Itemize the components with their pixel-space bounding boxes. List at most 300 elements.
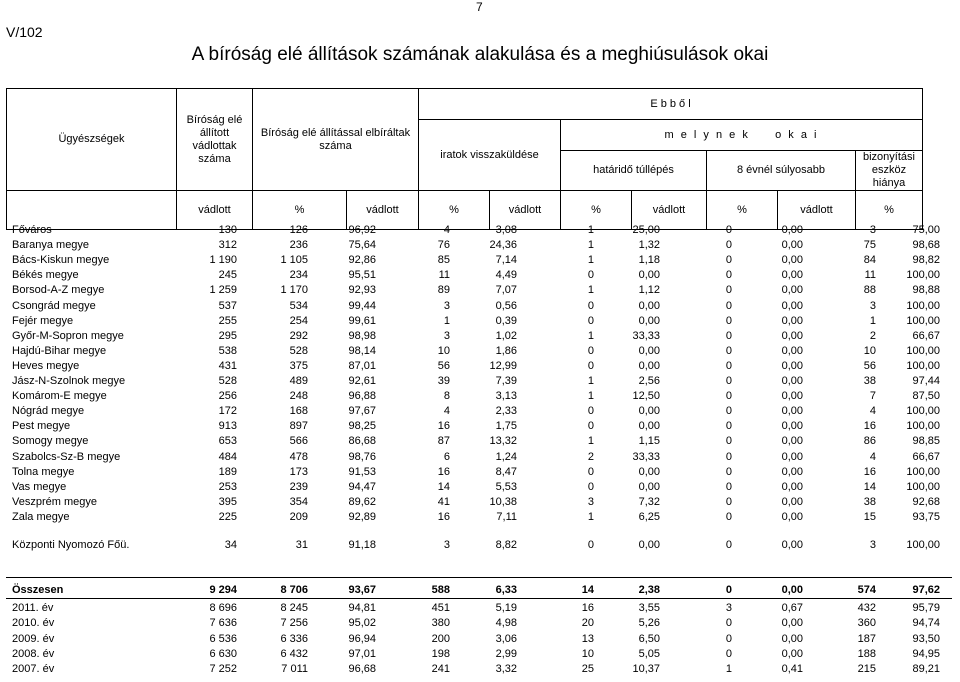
cell-value: 534 — [289, 299, 308, 312]
cell-value: 100,00 — [906, 314, 940, 327]
cell-value: 7 — [869, 390, 876, 403]
table-row — [0, 299, 960, 314]
cell-value: 1,75 — [495, 420, 517, 433]
header-table — [6, 88, 923, 230]
cell-value: 245 — [218, 269, 237, 282]
cell-value: 100,00 — [906, 344, 940, 357]
row-label: Hajdú-Bihar megye — [12, 344, 107, 357]
cell-value: 0,00 — [781, 359, 803, 372]
cell-value: 100,00 — [906, 539, 940, 551]
table-row — [0, 480, 960, 495]
divider-line — [6, 598, 952, 599]
cell-value: 538 — [218, 344, 237, 357]
cell-value: 0 — [587, 539, 594, 551]
cell-value: 4 — [869, 450, 876, 463]
header-pct: % — [253, 191, 347, 230]
cell-value: 2,99 — [495, 647, 517, 660]
cell-value: 3 — [725, 602, 732, 614]
table-row — [0, 601, 960, 616]
cell-value: 24,36 — [489, 239, 517, 252]
cell-value: 95,02 — [348, 617, 376, 630]
cell-value: 0,00 — [781, 480, 803, 493]
cell-value: 1,15 — [638, 435, 660, 448]
header-evnel: 8 évnél súlyosabb — [707, 151, 856, 191]
header-iratok: iratok visszaküldése — [419, 120, 561, 191]
cell-value: 56 — [437, 359, 450, 372]
cell-value: 1 259 — [209, 284, 237, 297]
cell-value: 0,00 — [781, 435, 803, 448]
cell-value: 66,67 — [912, 329, 940, 342]
cell-value: 11 — [864, 269, 876, 282]
cell-value: 0,00 — [781, 495, 803, 508]
cell-value: 0,00 — [781, 344, 803, 357]
cell-value: 0,00 — [781, 269, 803, 282]
table-row — [0, 510, 960, 525]
cell-value: 1,18 — [638, 254, 660, 267]
cell-value: 0 — [725, 647, 732, 660]
cell-value: 4 — [443, 224, 450, 236]
row-label: Csongrád megye — [12, 299, 96, 312]
cell-value: 1,12 — [638, 284, 660, 297]
row-label: Bács-Kiskun megye — [12, 254, 110, 267]
cell-value: 0,00 — [781, 314, 803, 327]
cell-value: 39 — [437, 375, 450, 387]
cell-value: 31 — [295, 539, 308, 551]
cell-value: 34 — [224, 539, 237, 551]
cell-value: 254 — [289, 314, 308, 327]
cell-value: 0 — [725, 299, 732, 312]
cell-value: 25 — [581, 663, 594, 676]
cell-value: 1 — [587, 224, 594, 236]
cell-value: 4 — [869, 405, 876, 418]
cell-value: 0 — [587, 480, 594, 493]
row-label: Fejér megye — [12, 314, 74, 327]
cell-value: 12,99 — [489, 359, 517, 372]
table-row — [0, 253, 960, 268]
cell-value: 0 — [725, 450, 732, 463]
cell-value: 8 706 — [280, 584, 308, 596]
row-label: Somogy megye — [12, 435, 89, 448]
cell-value: 98,25 — [348, 420, 376, 433]
cell-value: 94,95 — [912, 647, 940, 660]
cell-value: 0,00 — [638, 539, 660, 551]
cell-value: 0 — [725, 390, 732, 403]
cell-value: 0,56 — [495, 299, 517, 312]
cell-value: 215 — [857, 663, 876, 676]
cell-value: 248 — [289, 390, 308, 403]
cell-value: 0,00 — [781, 584, 803, 596]
cell-value: 187 — [857, 632, 876, 645]
table-row — [0, 283, 960, 298]
cell-value: 354 — [289, 495, 308, 508]
cell-value: 7 636 — [209, 617, 237, 630]
cell-value: 0,00 — [638, 465, 660, 478]
cell-value: 4,98 — [495, 617, 517, 630]
cell-value: 236 — [289, 239, 308, 252]
cell-value: 2 — [587, 450, 594, 463]
cell-value: 0,00 — [781, 617, 803, 630]
cell-value: 92,89 — [348, 510, 376, 523]
cell-value: 395 — [218, 495, 237, 508]
cell-value: 0 — [587, 359, 594, 372]
cell-value: 200 — [431, 632, 450, 645]
cell-value: 16 — [437, 465, 450, 478]
cell-value: 1 — [587, 390, 594, 403]
cell-value: 897 — [289, 420, 308, 433]
cell-value: 96,94 — [348, 632, 376, 645]
cell-value: 7,11 — [496, 510, 517, 523]
cell-value: 0,41 — [781, 663, 803, 676]
cell-value: 234 — [289, 269, 308, 282]
cell-value: 41 — [437, 495, 450, 508]
cell-value: 3 — [443, 299, 450, 312]
cell-value: 33,33 — [632, 329, 660, 342]
cell-value: 0 — [725, 329, 732, 342]
cell-value: 0 — [725, 465, 732, 478]
cell-value: 4,49 — [495, 269, 517, 282]
cell-value: 0,00 — [781, 375, 803, 387]
row-label: Nógrád megye — [12, 405, 85, 418]
cell-value: 1 — [587, 435, 594, 448]
cell-value: 0,00 — [781, 239, 803, 252]
cell-value: 173 — [289, 465, 308, 478]
cell-value: 7,07 — [495, 284, 517, 297]
cell-value: 7,32 — [638, 495, 660, 508]
cell-value: 5,26 — [638, 617, 660, 630]
cell-value: 98,82 — [912, 254, 940, 267]
cell-value: 100,00 — [906, 269, 940, 282]
cell-value: 1 — [587, 375, 594, 387]
cell-value: 2,56 — [638, 375, 660, 387]
cell-value: 0 — [725, 617, 732, 630]
cell-value: 189 — [218, 465, 237, 478]
cell-value: 98,88 — [912, 284, 940, 297]
table-row — [0, 434, 960, 449]
row-label: Baranya megye — [12, 239, 90, 252]
cell-value: 97,01 — [348, 647, 376, 660]
table-row — [0, 583, 960, 598]
cell-value: 0,00 — [781, 510, 803, 523]
cell-value: 198 — [431, 647, 450, 660]
cell-value: 94,47 — [348, 480, 376, 493]
cell-value: 0,00 — [638, 480, 660, 493]
header-hatarido: határidő túllépés — [561, 151, 707, 191]
cell-value: 1 — [725, 663, 732, 676]
cell-value: 0,00 — [638, 405, 660, 418]
cell-value: 3,08 — [495, 224, 517, 236]
row-label: Összesen — [12, 584, 64, 596]
cell-value: 375 — [289, 359, 308, 372]
row-label: Zala megye — [12, 510, 70, 523]
cell-value: 0,00 — [781, 299, 803, 312]
cell-value: 0 — [725, 480, 732, 493]
cell-value: 3 — [443, 329, 450, 342]
cell-value: 75,00 — [912, 224, 940, 236]
cell-value: 0 — [725, 435, 732, 448]
cell-value: 76 — [437, 239, 450, 252]
cell-value: 0,00 — [638, 299, 660, 312]
cell-value: 86,68 — [348, 435, 376, 448]
cell-value: 0,00 — [638, 359, 660, 372]
cell-value: 574 — [857, 584, 876, 596]
cell-value: 380 — [431, 617, 450, 630]
row-label: Pest megye — [12, 420, 71, 433]
cell-value: 7 256 — [280, 617, 308, 630]
cell-value: 89,62 — [348, 495, 376, 508]
row-label: Vas megye — [12, 480, 67, 493]
cell-value: 89 — [437, 284, 450, 297]
cell-value: 3,06 — [495, 632, 517, 645]
row-label: Győr-M-Sopron megye — [12, 329, 124, 342]
cell-value: 188 — [857, 647, 876, 660]
cell-value: 8,82 — [495, 539, 517, 551]
cell-value: 0,00 — [781, 465, 803, 478]
cell-value: 0,00 — [638, 269, 660, 282]
cell-value: 0 — [725, 224, 732, 236]
cell-value: 87,50 — [912, 390, 940, 403]
cell-value: 92,86 — [348, 254, 376, 267]
row-label: Szabolcs-Sz-B megye — [12, 450, 121, 463]
cell-value: 98,76 — [348, 450, 376, 463]
cell-value: 0 — [725, 344, 732, 357]
cell-value: 1 — [443, 314, 450, 327]
header-melynek-okai: m e l y n e k o k a i — [561, 120, 923, 151]
cell-value: 6 536 — [209, 632, 237, 645]
cell-value: 96,68 — [348, 663, 376, 676]
cell-value: 100,00 — [906, 465, 940, 478]
cell-value: 6 336 — [280, 632, 308, 645]
cell-value: 38 — [863, 375, 876, 387]
row-label: Főváros — [12, 224, 52, 236]
cell-value: 1 — [587, 329, 594, 342]
table-row — [0, 662, 960, 677]
cell-value: 0,00 — [781, 254, 803, 267]
cell-value: 16 — [437, 510, 450, 523]
cell-value: 10 — [437, 344, 450, 357]
cell-value: 98,14 — [348, 344, 376, 357]
table-row — [0, 238, 960, 253]
cell-value: 1,02 — [495, 329, 517, 342]
cell-value: 33,33 — [632, 450, 660, 463]
cell-value: 94,74 — [912, 617, 940, 630]
cell-value: 0 — [725, 632, 732, 645]
cell-value: 0,00 — [781, 539, 803, 551]
table-row — [0, 359, 960, 374]
cell-value: 0 — [725, 420, 732, 433]
header-bizonyitasi: bizonyítási eszköz hiánya — [856, 151, 923, 191]
cell-value: 14 — [581, 584, 594, 596]
cell-value: 14 — [863, 480, 876, 493]
cell-value: 489 — [289, 375, 308, 387]
header-vadlott: vádlott — [778, 191, 856, 230]
cell-value: 1,32 — [638, 239, 660, 252]
cell-value: 8 — [443, 390, 450, 403]
cell-value: 0,00 — [781, 450, 803, 463]
cell-value: 0 — [725, 584, 732, 596]
cell-value: 295 — [218, 329, 237, 342]
cell-value: 7,14 — [495, 254, 517, 267]
cell-value: 1 — [587, 239, 594, 252]
table-row — [0, 374, 960, 389]
cell-value: 3 — [587, 495, 594, 508]
cell-value: 528 — [218, 375, 237, 387]
cell-value: 3,55 — [638, 602, 660, 614]
cell-value: 0 — [725, 359, 732, 372]
table-row — [0, 344, 960, 359]
cell-value: 484 — [218, 450, 237, 463]
cell-value: 25,00 — [632, 224, 660, 236]
cell-value: 432 — [857, 602, 876, 614]
header-vadlott: vádlott — [347, 191, 419, 230]
cell-value: 0 — [587, 269, 594, 282]
header-pct: % — [419, 191, 490, 230]
cell-value: 256 — [218, 390, 237, 403]
cell-value: 1 105 — [280, 254, 308, 267]
cell-value: 0 — [725, 510, 732, 523]
cell-value: 3 — [443, 539, 450, 551]
cell-value: 0 — [725, 375, 732, 387]
cell-value: 13 — [581, 632, 594, 645]
cell-value: 3,13 — [495, 390, 517, 403]
row-label: Komárom-E megye — [12, 390, 107, 403]
cell-value: 10,37 — [632, 663, 660, 676]
table-row — [0, 465, 960, 480]
cell-value: 98,98 — [348, 329, 376, 342]
cell-value: 95,79 — [912, 602, 940, 614]
cell-value: 0,00 — [781, 224, 803, 236]
cell-value: 0,00 — [638, 420, 660, 433]
cell-value: 89,21 — [912, 663, 940, 676]
row-label: 2010. év — [12, 617, 55, 630]
cell-value: 13,32 — [489, 435, 517, 448]
cell-value: 0 — [725, 495, 732, 508]
cell-value: 1 — [587, 254, 594, 267]
header-vadlott: vádlott — [632, 191, 707, 230]
cell-value: 0,00 — [781, 420, 803, 433]
cell-value: 75,64 — [348, 239, 376, 252]
cell-value: 537 — [218, 299, 237, 312]
table-row — [0, 538, 960, 553]
cell-value: 0 — [587, 465, 594, 478]
table-row — [0, 495, 960, 510]
header-ebbol: E b b ő l — [419, 89, 923, 120]
row-label: 2008. év — [12, 647, 55, 660]
cell-value: 75 — [863, 239, 876, 252]
cell-value: 94,81 — [348, 602, 376, 614]
cell-value: 5,05 — [638, 647, 660, 660]
page-title: A bíróság elé állítások számának alakulása és a meghiúsulások okai — [191, 44, 769, 65]
cell-value: 653 — [218, 435, 237, 448]
cell-value: 126 — [289, 224, 308, 236]
cell-value: 95,51 — [348, 269, 376, 282]
cell-value: 20 — [581, 617, 594, 630]
cell-value: 100,00 — [906, 480, 940, 493]
cell-value: 85 — [437, 254, 450, 267]
cell-value: 98,68 — [912, 239, 940, 252]
cell-value: 91,53 — [348, 465, 376, 478]
cell-value: 6 — [443, 450, 450, 463]
cell-value: 0,00 — [781, 405, 803, 418]
cell-value: 8,47 — [495, 465, 517, 478]
cell-value: 93,75 — [912, 510, 940, 523]
cell-value: 431 — [218, 359, 237, 372]
cell-value: 312 — [218, 239, 237, 252]
cell-value: 1 190 — [209, 254, 237, 267]
page-number: 7 — [476, 0, 483, 14]
cell-value: 3 — [869, 299, 876, 312]
cell-value: 3 — [869, 539, 876, 551]
cell-value: 0 — [587, 299, 594, 312]
header-pct: % — [707, 191, 778, 230]
cell-value: 0,00 — [638, 344, 660, 357]
cell-value: 16 — [863, 465, 876, 478]
cell-value: 0,67 — [781, 602, 803, 614]
row-label: Központi Nyomozó Főü. — [12, 539, 130, 551]
cell-value: 7 252 — [209, 663, 237, 676]
header-vadlott: vádlott — [177, 191, 253, 230]
cell-value: 9 294 — [209, 584, 237, 596]
cell-value: 56 — [863, 359, 876, 372]
cell-value: 14 — [437, 480, 450, 493]
table-row — [0, 314, 960, 329]
table-row — [0, 419, 960, 434]
cell-value: 99,44 — [348, 299, 376, 312]
cell-value: 1 — [587, 510, 594, 523]
cell-value: 97,44 — [912, 375, 940, 387]
cell-value: 87,01 — [348, 359, 376, 372]
cell-value: 7 011 — [281, 663, 308, 676]
cell-value: 0,00 — [638, 314, 660, 327]
cell-value: 16 — [437, 420, 450, 433]
cell-value: 98,85 — [912, 435, 940, 448]
cell-value: 0 — [725, 539, 732, 551]
cell-value: 913 — [218, 420, 237, 433]
cell-value: 168 — [289, 405, 308, 418]
cell-value: 1 — [587, 284, 594, 297]
cell-value: 0 — [725, 239, 732, 252]
cell-value: 8 696 — [209, 602, 237, 614]
cell-value: 0 — [587, 344, 594, 357]
header-birosag-ele-allitassal: Bíróság elé állítással elbíráltak száma — [253, 89, 419, 191]
header-vadlott: vádlott — [490, 191, 561, 230]
cell-value: 87 — [437, 435, 450, 448]
cell-value: 66,67 — [912, 450, 940, 463]
table-row — [0, 616, 960, 631]
header-ugyeszsegek: Ügyészségek — [7, 89, 177, 191]
cell-value: 15 — [863, 510, 876, 523]
header-pct: % — [856, 191, 923, 230]
cell-value: 8 245 — [280, 602, 308, 614]
cell-value: 5,53 — [495, 480, 517, 493]
table-row — [0, 389, 960, 404]
cell-value: 7,39 — [495, 375, 517, 387]
divider-line — [6, 577, 952, 578]
cell-value: 10 — [863, 344, 876, 357]
cell-value: 6,50 — [638, 632, 660, 645]
row-label: 2009. év — [12, 632, 55, 645]
cell-value: 16 — [581, 602, 594, 614]
cell-value: 99,61 — [348, 314, 376, 327]
cell-value: 100,00 — [906, 420, 940, 433]
row-label: Békés megye — [12, 269, 79, 282]
cell-value: 0,00 — [781, 632, 803, 645]
cell-value: 0 — [725, 405, 732, 418]
header-birosag-ele-allitott: Bíróság elé állított vádlottak száma — [177, 89, 253, 191]
cell-value: 97,62 — [912, 584, 940, 596]
cell-value: 0 — [587, 314, 594, 327]
row-label: Borsod-A-Z megye — [12, 284, 105, 297]
header-pct: % — [561, 191, 632, 230]
